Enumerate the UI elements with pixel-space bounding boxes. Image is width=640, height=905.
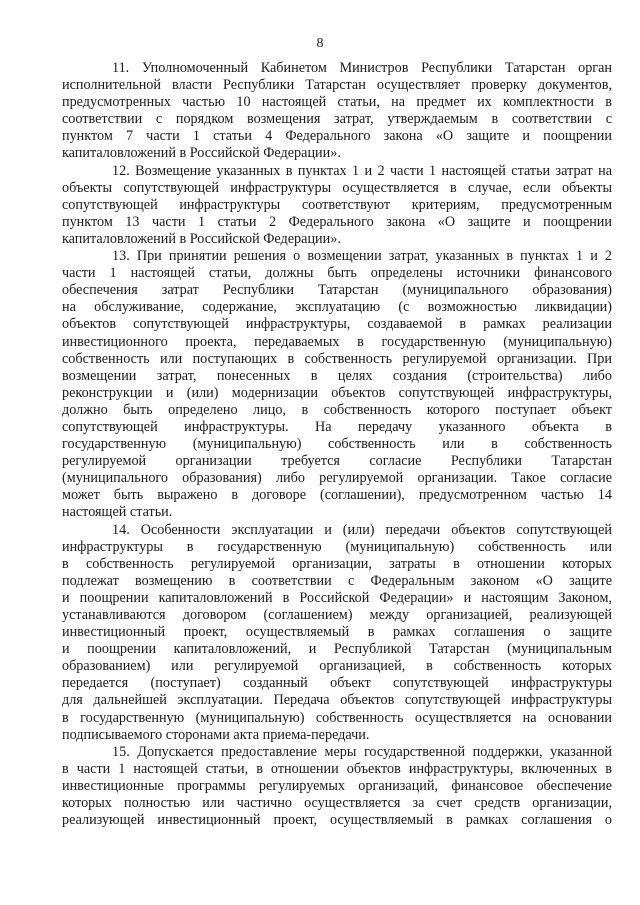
text-line: исполнительной власти Республики Татарстан осуществляет проверку документов, xyxy=(62,77,612,94)
text-line: в государственную (муниципальную) собственность осуществляется на основании xyxy=(62,709,612,726)
text-line: которых полностью или частично осуществляется за счет средств организации, xyxy=(62,795,612,812)
text-line: части 1 настоящей статьи, должны быть определены источники финансового xyxy=(62,265,612,282)
text-line: сопутствующей инфраструктуры соответствуют критериям, предусмотренным xyxy=(62,196,612,213)
text-line: собственность или поступающих в собственность регулируемой организации. При xyxy=(62,350,612,367)
text-line: 11. Уполномоченный Кабинетом Министров Республики Татарстан орган xyxy=(112,60,612,76)
text-line: для дальнейшей эксплуатации. Передача объектов сопутствующей инфраструктуры xyxy=(62,692,612,709)
page-number: 8 xyxy=(316,36,324,51)
paragraph-12 xyxy=(62,163,612,248)
text-line: должно быть определено лицо, в собственность которого поступает объект xyxy=(62,401,612,418)
text-line: государственную (муниципальную) собственность или в собственность xyxy=(62,436,612,453)
text-line: 13. При принятии решения о возмещении затрат, указанных в пунктах 1 и 2 xyxy=(112,248,612,265)
text-line: инфраструктуры в государственную (муниципальную) собственность или xyxy=(62,538,612,555)
text-line: капиталовложений в Российской Федерации». xyxy=(62,230,341,247)
text-line: объекты сопутствующей инфраструктуры осуществляется в случае, если объекты xyxy=(62,179,612,196)
text-line: в части 1 настоящей статьи, в отношении объектов инфраструктуры, включенных в xyxy=(62,760,612,777)
text-line: подлежат возмещению в соответствии с Федеральным законом «О защите xyxy=(62,572,612,589)
text-line: сопутствующей инфраструктуры. На передачу указанного объекта в xyxy=(62,418,612,435)
text-line: соответствии с порядком возмещения затрат, утверждаемым в соответствии с xyxy=(62,111,612,128)
text-line: инвестиционные программы регулируемых организаций, финансовое обеспечение xyxy=(62,777,612,794)
text-line: реконструкции и (или) модернизации объектов сопутствующей инфраструктуры, xyxy=(62,384,612,401)
text-line: 15. Допускается предоставление меры государственной поддержки, указанной xyxy=(112,743,612,760)
text-line: образованием) или регулируемой организацией, в собственность которых xyxy=(62,658,612,675)
text-line: объектов сопутствующей инфраструктуры, создаваемой в рамках реализации xyxy=(62,316,612,333)
paragraph-14 xyxy=(62,522,612,744)
document-body xyxy=(62,60,612,829)
text-line: (муниципального образования) либо регулируемой организации. Такое согласие xyxy=(62,470,612,487)
text-line: предусмотренных частью 10 настоящей статьи, на предмет их комплектности в xyxy=(62,94,612,111)
text-line: капиталовложений в Российской Федерации». xyxy=(62,145,341,162)
text-line: 12. Возмещение указанных в пунктах 1 и 2 части 1 настоящей статьи затрат на xyxy=(112,162,612,179)
paragraph-13 xyxy=(62,248,612,522)
text-line: реализующей инвестиционный проект, осуществляемый в рамках соглашения о xyxy=(62,812,612,829)
text-line: возмещении затрат, понесенных в целях создания (строительства) либо xyxy=(62,367,612,384)
text-line: устанавливаются договором (соглашением) между организацией, реализующей xyxy=(62,607,612,623)
text-line: передается (поступает) созданный объект сопутствующей инфраструктуры xyxy=(62,675,612,692)
paragraph-11 xyxy=(62,60,612,163)
text-line: инвестиционного проекта, передаваемых в государственную (муниципальную) xyxy=(62,333,612,350)
text-line: подписываемого сторонами акта приема-передачи. xyxy=(62,726,370,743)
text-line: регулируемой организации требуется согласие Республики Татарстан xyxy=(62,453,612,470)
text-line: обеспечения затрат Республики Татарстан (муниципального образования) xyxy=(62,282,612,299)
text-line: пунктом 7 части 1 статьи 4 Федерального закона «О защите и поощрении xyxy=(62,128,612,145)
text-line: пунктом 13 части 1 статьи 2 Федерального закона «О защите и поощрении xyxy=(62,213,612,230)
paragraph-15 xyxy=(62,744,612,829)
text-line: инвестиционный проект, осуществляемый в рамках соглашения о защите xyxy=(62,624,612,641)
text-line: на обслуживание, содержание, эксплуатацию (с возможностью ликвидации) xyxy=(62,299,612,316)
text-line: может быть выражено в договоре (соглашении), предусмотренном частью 14 xyxy=(62,487,612,504)
text-line: и поощрении капиталовложений в Российской Федерации» и настоящим Законом, xyxy=(62,589,612,606)
text-line: в собственность регулируемой организации, затраты в отношении которых xyxy=(62,555,612,572)
text-line: 14. Особенности эксплуатации и (или) передачи объектов сопутствующей xyxy=(112,521,612,538)
text-line: и поощрении капиталовложений, и Республикой Татарстан (муниципальным xyxy=(62,641,612,658)
text-line: настоящей статьи. xyxy=(62,504,173,521)
